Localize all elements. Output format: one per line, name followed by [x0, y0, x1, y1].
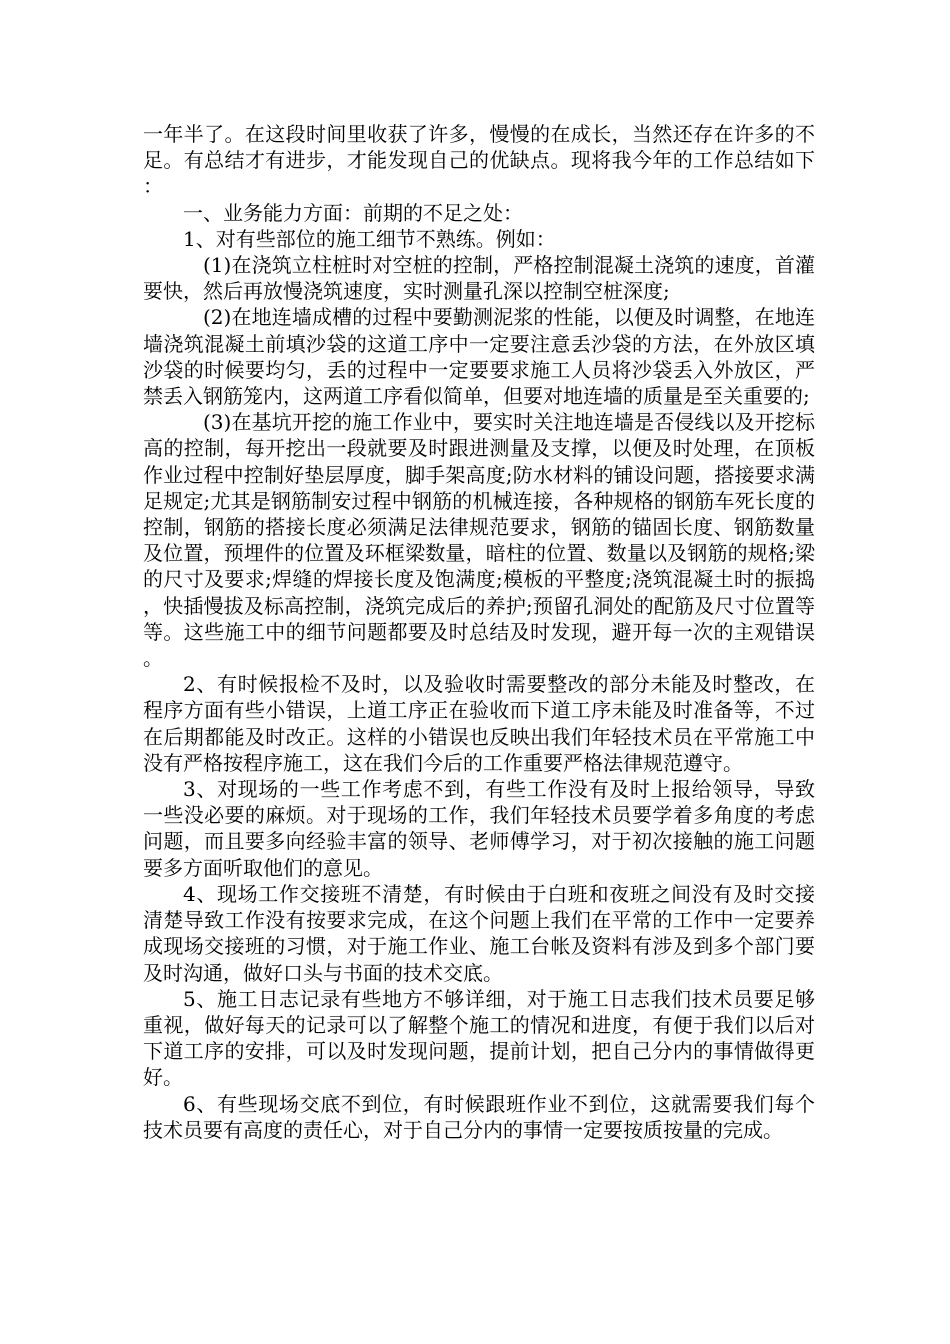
list-item-2-inspection: 2、有时候报检不及时，以及验收时需要整改的部分未能及时整改，在程序方面有些小错误，上道工序正在验收而下道工序未能及时准备等，不过在后期都能及时改正。这样的小错误也反映出我们年轻技术员在平常施工中没有严格按程序施工，这在我们今后的工作重要严格法律规范遵守。: [143, 672, 815, 775]
list-item-3-site-work: 3、对现场的一些工作考虑不到，有些工作没有及时上报给领导，导致一些没必要的麻烦。对于现场的工作，我们年轻技术员要学着多角度的考虑问题，而且要多向经验丰富的领导、老师傅学习，对于初次接触的施工问题要多方面听取他们的意见。: [143, 777, 815, 880]
document-body: [143, 121, 815, 1143]
list-item-5-construction-log: 5、施工日志记录有些地方不够详细，对于施工日志我们技术员要足够重视，做好每天的记录可以了解整个施工的情况和进度，有便于我们以后对下道工序的安排，可以及时发现问题，提前计划，把自己分内的事情做得更好。: [143, 986, 815, 1090]
sub-item-3-excavation: (3)在基坑开挖的施工作业中，要实时关注地连墙是否侵线以及开挖标高的控制，每开挖出一段就要及时跟进测量及支撑，以便及时处理，在顶板作业过程中控制好垫层厚度，脚手架高度;防水材料的铺设问题，搭接要求满足规定;尤其是钢筋制安过程中钢筋的机械连接，各种规格的钢筋车死长度的控制，钢筋的搭接长度必须满足法律规范要求，钢筋的锚固长度、钢筋数量及位置，预埋件的位置及环框梁数量，暗柱的位置、数量以及钢筋的规格;梁的尺寸及要求;焊缝的焊接长度及饱满度;模板的平整度;浇筑混凝土时的振捣，快插慢拔及标高控制，浇筑完成后的养护;预留孔洞处的配筋及尺寸位置等等。这些施工中的细节问题都要及时总结及时发现，避开每一次的主观错误。: [143, 410, 815, 671]
sub-item-1-pile-control: (1)在浇筑立柱桩时对空桩的控制，严格控制混凝土浇筑的速度，首灌要快，然后再放慢浇筑速度，实时测量孔深以控制空桩深度;: [143, 253, 815, 304]
list-item-4-shift-handover: 4、现场工作交接班不清楚，有时候由于白班和夜班之间没有及时交接清楚导致工作没有按要求完成，在这个问题上我们在平常的工作中一定要养成现场交接班的习惯，对于施工作业、施工台帐及资料有涉及到多个部门要及时沟通，做好口头与书面的技术交底。: [143, 881, 815, 985]
list-item-6-site-briefing: 6、有些现场交底不到位，有时候跟班作业不到位，这就需要我们每个技术员要有高度的责任心，对于自己分内的事情一定要按质按量的完成。: [143, 1091, 815, 1142]
paragraph-intro: 一年半了。在这段时间里收获了许多，慢慢的在成长，当然还存在许多的不足。有总结才有进步，才能发现自己的优缺点。现将我今年的工作总结如下：: [143, 122, 815, 199]
sub-item-2-diaphragm-wall: (2)在地连墙成槽的过程中要勤测泥浆的性能，以便及时调整，在地连墙浇筑混凝土前填沙袋的这道工序中一定要注意丢沙袋的方法，在外放区填沙袋的时候要均匀，丢的过程中一定要要求施工人员将沙袋丢入外放区，严禁丢入钢筋笼内，这两道工序看似简单，但要对地连墙的质量是至关重要的;: [143, 305, 815, 409]
list-item-1-heading: 1、对有些部位的施工细节不熟练。例如：: [183, 226, 556, 251]
section-heading-business-ability: 一、业务能力方面：前期的不足之处：: [183, 200, 523, 225]
